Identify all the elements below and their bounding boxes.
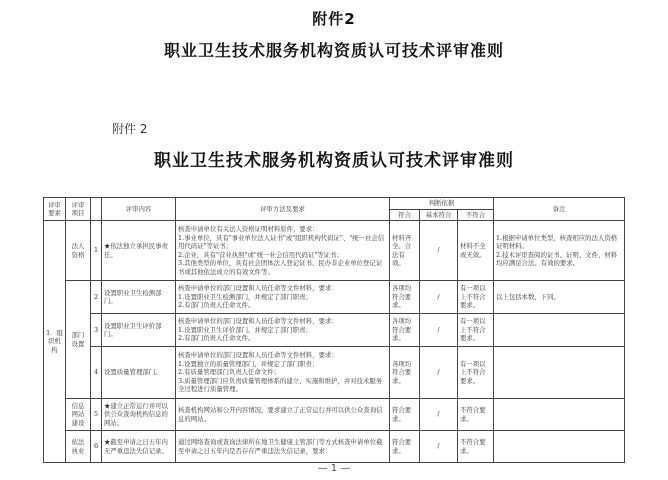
header-fit: 符合 — [390, 209, 420, 221]
row-content: 设置职业卫生评价部门。 — [102, 314, 176, 347]
row-basic: / — [420, 314, 458, 347]
row-content: ★依法独立承担民事责任。 — [102, 221, 176, 281]
row-method: 通过网络查询或查询法律所在地卫生健康主管部门等方式核查申请单位截至申请之日五年内是否存在严重违法失信记录，要求： — [176, 431, 390, 463]
header-method: 评审方法及要求 — [176, 198, 390, 221]
header-basic: 基本符合 — [420, 209, 458, 221]
header-nofit: 不符合 — [458, 209, 494, 221]
row-number: 6 — [91, 431, 102, 463]
row-note — [494, 314, 625, 347]
page-title: 职业卫生技术服务机构资质认可技术评审准则 — [163, 41, 504, 60]
row-note — [494, 431, 625, 463]
header-judge: 判断依据 — [390, 198, 494, 210]
item-info: 信息 网站 建设 — [66, 399, 91, 431]
row-basic: / — [420, 347, 458, 399]
row-nofit: 不符合要求。 — [458, 431, 494, 463]
row-nofit: 不符合要求。 — [458, 399, 494, 431]
row-method: 核查申请单位有关法人资格证明材料原件，要求： 1.事业单位，具有"事业单位法人证书"或"组织机构代码证"、"统一社会信用代码证"等证书； 2.企业，具有"营业执照"或"统一社会信用代码证"等证书； 3.其他类型的单位，具有社会团体法人登记证书、民办非企业单位登记证书或其他依法成立的有效文件等。 — [176, 221, 390, 281]
row-method: 核查申请单位的部门设置和人员任命等文件材料，要求： 1.设置职业卫生评价部门，并规定了部门职责； 2.有部门负责人任命文件。 — [176, 314, 390, 347]
item-legal: 法人 资格 — [66, 221, 91, 281]
header-note: 备注 — [494, 198, 625, 221]
row-number: 4 — [91, 347, 102, 399]
criteria-table — [43, 197, 625, 463]
row-number: 5 — [91, 399, 102, 431]
table-row — [44, 347, 625, 399]
table-row — [44, 431, 625, 463]
row-basic: / — [420, 399, 458, 431]
document-title: 职业卫生技术服务机构资质认可技术评审准则 — [154, 151, 514, 171]
row-note — [494, 347, 625, 399]
row-method: 核查申请单位的部门设置和人员任命等文件材料，要求： 1.设置职业卫生检测部门，并规定了部门职责； 2.有部门负责人任命文件。 — [176, 281, 390, 314]
row-nofit: 材料不全或无效。 — [458, 221, 494, 281]
document-attachment-label: 附件 2 — [112, 122, 148, 136]
header-number — [91, 198, 102, 221]
row-content: ★建立正常运行并可以供公众查询机构信息的网站。 — [102, 399, 176, 431]
header-item: 评审 项目 — [66, 198, 91, 221]
row-basic: / — [420, 221, 458, 281]
row-fit: 材料齐全、合法有效。 — [390, 221, 420, 281]
header-element: 评审 要素 — [44, 198, 66, 221]
table-row — [44, 221, 625, 281]
attachment-label: 附件2 — [312, 10, 356, 28]
header-content: 评审内容 — [102, 198, 176, 221]
row-nofit: 有一项以上不符合要求。 — [458, 314, 494, 347]
page-number: — 1 — — [317, 463, 351, 474]
row-method: 核查申请单位的部门设置和人员任命等文件材料，要求： 1.设置独立的质量管理部门，并规定了部门职责； 2.有质量管理部门负责人任命文件； 3.质量管理部门应负责质量管理体系的建立、实施和维护，并对技术服务全过程进行质量管理。 — [176, 347, 390, 399]
row-number: 1 — [91, 221, 102, 281]
element-org: 1．组 织机 构 — [44, 221, 66, 463]
row-fit: 各项均符合要求。 — [390, 314, 420, 347]
row-method: 核查机构网站和公开内容情况，要求建立了正常运行并可以供公众查询信息的网站。 — [176, 399, 390, 431]
row-nofit: 有一项以上不符合要求。 — [458, 281, 494, 314]
row-content: 设置质量管理部门。 — [102, 347, 176, 399]
row-note: 1.根据申请单位类型，核查相应的法人资格证明材料。 2.技术评审查阅的证书、证明、文件、材料均应满足合法、有效的要求。 — [494, 221, 625, 281]
row-nofit: 有一项以上不符合要求。 — [458, 347, 494, 399]
row-note — [494, 399, 625, 431]
row-number: 2 — [91, 281, 102, 314]
row-fit: 各项均符合要求。 — [390, 347, 420, 399]
row-fit: 符合要求。 — [390, 399, 420, 431]
table-row — [44, 399, 625, 431]
row-note: 以上包括本数，下同。 — [494, 281, 625, 314]
row-content: ★截至申请之日五年内无严重违法失信记录。 — [102, 431, 176, 463]
row-number: 3 — [91, 314, 102, 347]
row-basic: / — [420, 431, 458, 463]
item-credit: 依法 执业 — [66, 431, 91, 463]
item-dept: 部门 设置 — [66, 281, 91, 399]
row-content: 设置职业卫生检测部门。 — [102, 281, 176, 314]
row-fit: 各项均符合要求。 — [390, 281, 420, 314]
row-fit: 符合要求。 — [390, 431, 420, 463]
table-row — [44, 314, 625, 347]
table-row — [44, 281, 625, 314]
row-basic: / — [420, 281, 458, 314]
